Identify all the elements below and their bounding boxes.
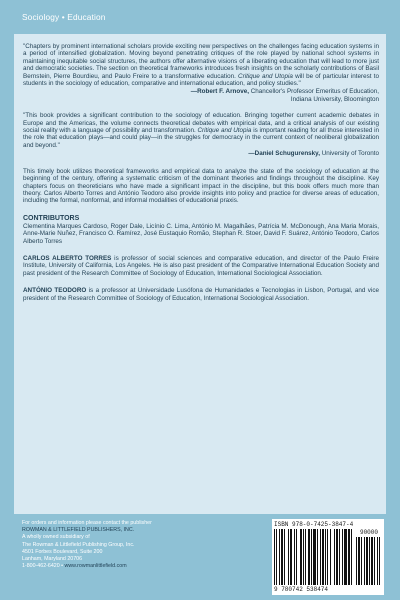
subsidiary-line: A wholly owned subsidiary of <box>22 534 90 541</box>
address-line-1: 4501 Forbes Boulevard, Suite 200 <box>22 548 103 555</box>
barcode-bar <box>358 537 360 585</box>
barcode-bar <box>366 537 368 585</box>
barcode-bar <box>339 529 340 585</box>
header-band <box>0 0 400 34</box>
barcode-bar <box>361 537 362 585</box>
publisher-name: ROWMAN & LITTLEFIELD PUBLISHERS, INC. <box>22 527 135 534</box>
review-quote-2: "This book provides a significant contribution to the sociology of education. Bringing together current academic debates in Europe and the Americas, the volume connects theoretical debates with empirical data, and a critical analysis of our existing social reality with a language of possibility and transformation. Critique and Utopia is important reading for all those interested in the role that education plays—and could play—in the struggles for democracy in the current context of neoliberal globalization and beyond." <box>23 112 379 149</box>
barcode-bar <box>356 537 357 585</box>
barcode-bar <box>336 529 338 585</box>
barcode-bar <box>344 529 347 585</box>
author-bio-teodoro: ANTÓNIO TEODORO is a professor at Universidade Lusófona de Humanidades e Tecnologias in Lisbon, Portugal, and vice president of the Research Committee of Sociology of Education, International Sociological Association. <box>23 287 379 302</box>
contact-line <box>22 563 212 570</box>
order-info: For orders and information please contact the publisher <box>22 520 152 526</box>
barcode-bar <box>276 529 277 585</box>
barcode-bar <box>334 529 335 585</box>
barcode-bar <box>279 529 280 585</box>
barcode-bar <box>296 529 297 585</box>
barcode-bar <box>317 529 318 585</box>
book-description: This timely book utilizes theoretical frameworks and empirical data to analyze the state of the sociology of education at the beginning of the century, offering a systematic criticism of the dominant theories and findings throughout the discipline. Key chapters focus on theoreticians who have made a significant impact in the discipline, but this book offers much more than theory. Carlos Alberto Torres and António Teodoro also provide insights into policy and practice for diverse areas of education, including the formal, nonformal, and informal modalities of educational praxis. <box>23 167 379 205</box>
barcode-bar <box>284 529 285 585</box>
barcode-bar <box>308 529 310 585</box>
barcode-bar <box>294 529 295 585</box>
barcode-bar <box>371 537 373 585</box>
content-inner <box>23 43 379 302</box>
barcode-bar <box>327 529 328 585</box>
contributors-heading: CONTRIBUTORS <box>23 214 80 222</box>
barcode-bar <box>330 529 331 585</box>
price-barcode <box>356 537 382 585</box>
barcode-bar <box>281 529 283 585</box>
review-attribution-1: —Robert F. Arnove, Chancellor's Professor Emeritus of Education, Indiana University, Bloomington <box>190 88 379 103</box>
parent-company: The Rowman & Littlefield Publishing Group, Inc. <box>22 541 135 548</box>
barcode-bar <box>364 537 365 585</box>
barcode-bar <box>305 529 306 585</box>
phone-number: 1-800-462-6420 • <box>22 563 65 570</box>
barcode-bar <box>290 529 292 585</box>
barcode-bar <box>342 529 343 585</box>
series-label: Sociology • Education <box>22 12 106 22</box>
barcode-bar <box>313 529 316 585</box>
review-quote-1: "Chapters by prominent international scholars provide exciting new perspectives on the challenges facing education systems in a period of intensified globalization. Moving beyond penetrating critiques of the role played by national school systems in maintaining inequitable social structures, the authors offer alternative visions of a liberating education that will lead to more just and democratic societies. The section on theoretical frameworks introduces fresh insights on the scholarly contributions of Basil Bernstein, Pierre Bourdieu, and Paulo Freire to a transformative education. Critique and Utopia will be of particular interest to students in the sociology of education, comparative and international education, and policy studies." <box>23 43 379 88</box>
author-bio-torres: CARLOS ALBERTO TORRES is professor of social sciences and comparative education, and director of the Paulo Freire Institute, University of California, Los Angeles. He is also past president of the Comparative International Education Society and past president of the Research Committee of Sociology of Education, International Sociological Association. <box>23 254 380 277</box>
barcode-bar <box>311 529 312 585</box>
barcode-bar <box>351 529 352 585</box>
barcode-digits: 9 780742 538474 <box>274 586 329 593</box>
website-link[interactable]: www.rowmanlittlefield.com <box>64 563 127 570</box>
isbn-barcode <box>274 529 352 585</box>
publisher-info <box>22 520 212 570</box>
barcode-bar <box>300 529 302 585</box>
barcode-bar <box>320 529 321 585</box>
isbn-label: ISBN 978-0-7425-3847-4 <box>274 521 354 528</box>
address-line-2: Lanham, Maryland 20706 <box>22 556 83 563</box>
barcode-bar <box>348 529 350 585</box>
barcode-bar <box>369 537 370 585</box>
price-code: 90000 <box>359 529 378 536</box>
barcode-bar <box>274 529 275 585</box>
contributors-list: Clementina Marques Cardoso, Roger Dale, Licínio C. Lima, António M. Magalhães, Patrícia M. McDonough, Ana Maria Morais, Anne-Marie Nuñez, Francisco O. Ramírez, José Eustaquio Romão, Stephan R. Stoer, David F. Suárez, António Teodoro, Carlos Alberto Torres <box>23 222 379 245</box>
barcode-bar <box>325 529 326 585</box>
barcode-bar <box>374 537 375 585</box>
barcode-bar <box>377 537 378 585</box>
review-attribution-2: —Daniel Schugurensky, University of Toronto <box>248 150 379 158</box>
barcode-bar <box>288 529 289 585</box>
content-panel <box>14 34 386 514</box>
barcode-bar <box>379 537 380 585</box>
barcode-bar <box>303 529 304 585</box>
barcode-bar <box>322 529 324 585</box>
